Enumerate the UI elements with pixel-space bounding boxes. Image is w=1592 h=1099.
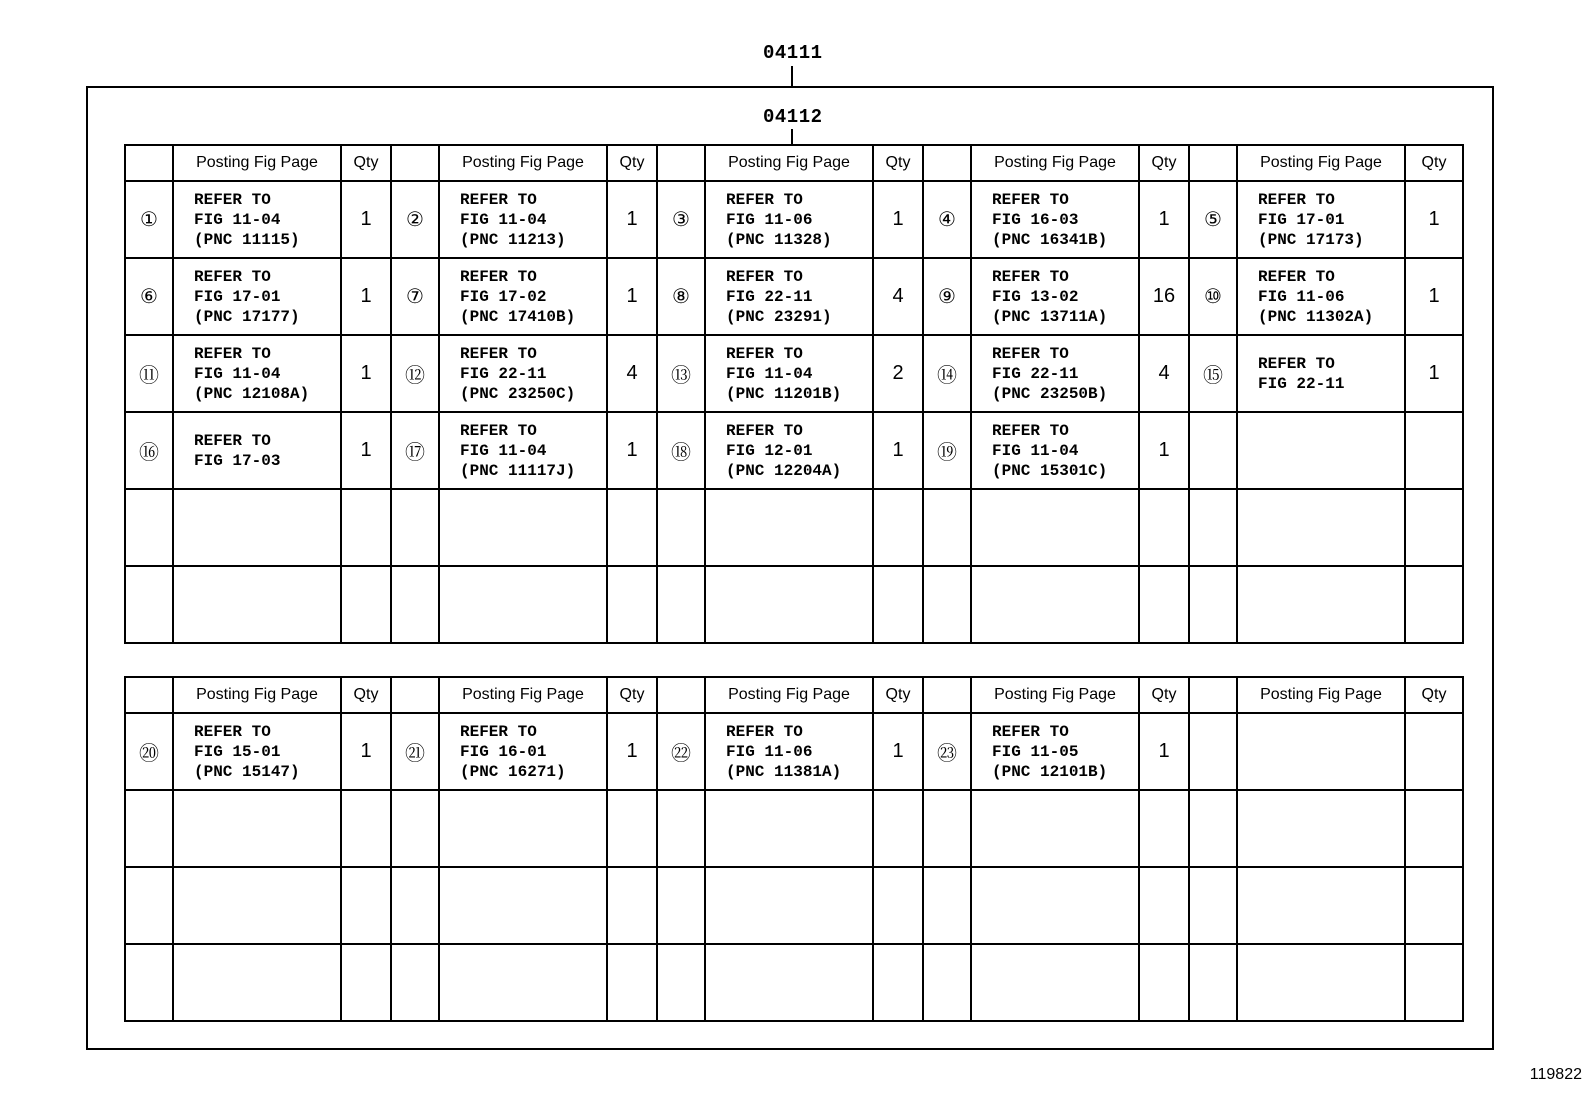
posting-fig-cell: REFER TO FIG 11-06 (PNC 11381A)	[705, 713, 873, 790]
item-number-cell	[923, 944, 971, 1021]
qty-cell: 16	[1139, 258, 1189, 335]
qty-cell	[341, 867, 391, 944]
posting-fig-cell	[1237, 944, 1405, 1021]
posting-fig-cell: REFER TO FIG 17-01 (PNC 17177)	[173, 258, 341, 335]
illustration-code: 119822	[1529, 1066, 1582, 1083]
posting-fig-cell: REFER TO FIG 11-05 (PNC 12101B)	[971, 713, 1139, 790]
header-posting-cell: Posting Fig Page	[705, 145, 873, 181]
qty-cell: 1	[607, 412, 657, 489]
qty-cell	[607, 867, 657, 944]
qty-cell: 1	[341, 258, 391, 335]
header-qty-cell: Qty	[873, 677, 923, 713]
posting-fig-cell: REFER TO FIG 11-04 (PNC 11115)	[173, 181, 341, 258]
posting-fig-cell	[705, 867, 873, 944]
posting-fig-cell: REFER TO FIG 13-02 (PNC 13711A)	[971, 258, 1139, 335]
item-number-cell: ⑭	[923, 335, 971, 412]
item-number-cell: ⑧	[657, 258, 705, 335]
qty-cell: 1	[607, 258, 657, 335]
item-number-cell	[657, 944, 705, 1021]
item-number-cell	[1189, 412, 1237, 489]
header-num-cell	[657, 145, 705, 181]
sub-assembly-label: 04112	[763, 106, 823, 128]
header-num-cell	[391, 677, 439, 713]
qty-cell	[873, 790, 923, 867]
table-row	[125, 944, 1463, 1021]
header-posting-cell: Posting Fig Page	[173, 677, 341, 713]
posting-fig-cell	[971, 566, 1139, 643]
posting-fig-cell	[173, 489, 341, 566]
item-number-cell	[1189, 944, 1237, 1021]
posting-fig-cell	[1237, 489, 1405, 566]
item-number-cell	[391, 489, 439, 566]
qty-cell: 4	[607, 335, 657, 412]
item-number-cell	[657, 790, 705, 867]
qty-cell	[341, 566, 391, 643]
qty-cell	[607, 944, 657, 1021]
item-number-cell	[125, 867, 173, 944]
header-num-cell	[125, 677, 173, 713]
posting-fig-cell: REFER TO FIG 11-04 (PNC 11213)	[439, 181, 607, 258]
item-number-cell	[391, 790, 439, 867]
table-row	[125, 867, 1463, 944]
item-number-cell	[125, 790, 173, 867]
item-number-cell	[1189, 489, 1237, 566]
posting-fig-cell	[1237, 566, 1405, 643]
posting-fig-cell	[439, 790, 607, 867]
header-posting-cell: Posting Fig Page	[705, 677, 873, 713]
qty-cell	[1405, 489, 1463, 566]
qty-cell: 1	[341, 713, 391, 790]
qty-cell: 1	[1139, 181, 1189, 258]
posting-fig-cell	[971, 790, 1139, 867]
posting-fig-cell	[439, 489, 607, 566]
qty-cell	[873, 867, 923, 944]
item-number-cell	[125, 566, 173, 643]
posting-fig-cell: REFER TO FIG 11-04 (PNC 11117J)	[439, 412, 607, 489]
table-row	[125, 713, 1463, 790]
qty-cell	[341, 944, 391, 1021]
posting-fig-cell: REFER TO FIG 11-06 (PNC 11328)	[705, 181, 873, 258]
header-posting-cell: Posting Fig Page	[971, 677, 1139, 713]
header-qty-cell: Qty	[1139, 677, 1189, 713]
header-posting-cell: Posting Fig Page	[1237, 145, 1405, 181]
posting-fig-cell: REFER TO FIG 16-03 (PNC 16341B)	[971, 181, 1139, 258]
item-number-cell	[391, 944, 439, 1021]
posting-fig-cell: REFER TO FIG 11-04 (PNC 11201B)	[705, 335, 873, 412]
posting-fig-cell	[705, 489, 873, 566]
posting-fig-cell: REFER TO FIG 11-06 (PNC 11302A)	[1237, 258, 1405, 335]
qty-cell: 4	[873, 258, 923, 335]
posting-fig-cell: REFER TO FIG 22-11 (PNC 23250C)	[439, 335, 607, 412]
assembly-label: 04111	[763, 42, 823, 64]
item-number-cell	[1189, 713, 1237, 790]
table-row	[125, 335, 1463, 412]
item-number-cell: ⑮	[1189, 335, 1237, 412]
posting-fig-cell	[1237, 790, 1405, 867]
posting-fig-cell	[1237, 412, 1405, 489]
qty-cell: 1	[1139, 412, 1189, 489]
qty-cell: 4	[1139, 335, 1189, 412]
qty-cell	[1139, 867, 1189, 944]
posting-fig-cell: REFER TO FIG 11-04 (PNC 15301C)	[971, 412, 1139, 489]
posting-fig-cell	[439, 867, 607, 944]
header-qty-cell: Qty	[341, 677, 391, 713]
item-number-cell	[657, 566, 705, 643]
table-row	[125, 412, 1463, 489]
item-number-cell: ①	[125, 181, 173, 258]
table-header-row	[125, 677, 1463, 713]
posting-fig-cell	[173, 867, 341, 944]
qty-cell: 1	[873, 412, 923, 489]
item-number-cell	[1189, 790, 1237, 867]
qty-cell: 1	[873, 181, 923, 258]
item-number-cell	[923, 790, 971, 867]
qty-cell	[1405, 713, 1463, 790]
qty-cell: 1	[341, 181, 391, 258]
qty-cell	[341, 790, 391, 867]
qty-cell	[1139, 566, 1189, 643]
posting-fig-cell: REFER TO FIG 17-01 (PNC 17173)	[1237, 181, 1405, 258]
qty-cell	[873, 566, 923, 643]
header-posting-cell: Posting Fig Page	[1237, 677, 1405, 713]
item-number-cell: ⑫	[391, 335, 439, 412]
item-number-cell: ⑦	[391, 258, 439, 335]
item-number-cell	[125, 489, 173, 566]
posting-fig-cell	[705, 566, 873, 643]
item-number-cell: ⑤	[1189, 181, 1237, 258]
qty-cell	[607, 790, 657, 867]
qty-cell	[1405, 566, 1463, 643]
qty-cell	[1405, 790, 1463, 867]
qty-cell: 1	[341, 335, 391, 412]
item-number-cell	[923, 867, 971, 944]
header-qty-cell: Qty	[607, 677, 657, 713]
table-row	[125, 566, 1463, 643]
sub-assembly-leader-line	[791, 129, 793, 145]
header-qty-cell: Qty	[1405, 145, 1463, 181]
header-num-cell	[1189, 677, 1237, 713]
posting-fig-cell	[971, 944, 1139, 1021]
posting-fig-cell	[173, 944, 341, 1021]
item-number-cell: ㉓	[923, 713, 971, 790]
qty-cell: 1	[873, 713, 923, 790]
qty-cell: 1	[1405, 335, 1463, 412]
parts-table-upper	[124, 144, 1464, 644]
item-number-cell	[391, 566, 439, 643]
qty-cell	[607, 489, 657, 566]
header-num-cell	[923, 677, 971, 713]
item-number-cell: ⑳	[125, 713, 173, 790]
item-number-cell	[657, 489, 705, 566]
posting-fig-cell	[173, 790, 341, 867]
assembly-leader-line	[791, 66, 793, 86]
posting-fig-cell: REFER TO FIG 22-11 (PNC 23291)	[705, 258, 873, 335]
qty-cell	[1139, 944, 1189, 1021]
item-number-cell: ㉒	[657, 713, 705, 790]
header-posting-cell: Posting Fig Page	[173, 145, 341, 181]
item-number-cell	[125, 944, 173, 1021]
posting-fig-cell: REFER TO FIG 16-01 (PNC 16271)	[439, 713, 607, 790]
posting-fig-cell	[173, 566, 341, 643]
header-qty-cell: Qty	[607, 145, 657, 181]
item-number-cell	[657, 867, 705, 944]
header-num-cell	[391, 145, 439, 181]
item-number-cell	[391, 867, 439, 944]
item-number-cell: ⑪	[125, 335, 173, 412]
posting-fig-cell	[439, 944, 607, 1021]
item-number-cell: ②	[391, 181, 439, 258]
posting-fig-cell: REFER TO FIG 12-01 (PNC 12204A)	[705, 412, 873, 489]
header-posting-cell: Posting Fig Page	[971, 145, 1139, 181]
item-number-cell	[923, 566, 971, 643]
header-qty-cell: Qty	[1139, 145, 1189, 181]
item-number-cell: ③	[657, 181, 705, 258]
posting-fig-cell: REFER TO FIG 11-04 (PNC 12108A)	[173, 335, 341, 412]
qty-cell	[1139, 489, 1189, 566]
table-row	[125, 790, 1463, 867]
header-num-cell	[657, 677, 705, 713]
posting-fig-cell	[439, 566, 607, 643]
item-number-cell: ㉑	[391, 713, 439, 790]
item-number-cell: ⑰	[391, 412, 439, 489]
item-number-cell: ⑱	[657, 412, 705, 489]
posting-fig-cell	[705, 944, 873, 1021]
posting-fig-cell	[971, 489, 1139, 566]
header-posting-cell: Posting Fig Page	[439, 145, 607, 181]
qty-cell	[1405, 412, 1463, 489]
qty-cell	[873, 489, 923, 566]
posting-fig-cell: REFER TO FIG 22-11 (PNC 23250B)	[971, 335, 1139, 412]
item-number-cell	[1189, 566, 1237, 643]
posting-fig-cell: REFER TO FIG 22-11	[1237, 335, 1405, 412]
header-num-cell	[125, 145, 173, 181]
qty-cell	[1405, 867, 1463, 944]
qty-cell: 1	[607, 181, 657, 258]
qty-cell: 2	[873, 335, 923, 412]
item-number-cell	[1189, 867, 1237, 944]
posting-fig-cell: REFER TO FIG 17-02 (PNC 17410B)	[439, 258, 607, 335]
item-number-cell: ⑨	[923, 258, 971, 335]
qty-cell	[607, 566, 657, 643]
table-row	[125, 258, 1463, 335]
item-number-cell	[923, 489, 971, 566]
qty-cell	[1405, 944, 1463, 1021]
item-number-cell: ⑥	[125, 258, 173, 335]
qty-cell: 1	[341, 412, 391, 489]
posting-fig-cell	[1237, 867, 1405, 944]
header-num-cell	[923, 145, 971, 181]
posting-fig-cell: REFER TO FIG 17-03	[173, 412, 341, 489]
header-qty-cell: Qty	[873, 145, 923, 181]
posting-fig-cell	[705, 790, 873, 867]
table-row	[125, 489, 1463, 566]
qty-cell: 1	[1405, 181, 1463, 258]
header-qty-cell: Qty	[1405, 677, 1463, 713]
item-number-cell: ⑬	[657, 335, 705, 412]
header-qty-cell: Qty	[341, 145, 391, 181]
header-posting-cell: Posting Fig Page	[439, 677, 607, 713]
item-number-cell: ⑩	[1189, 258, 1237, 335]
posting-fig-cell	[971, 867, 1139, 944]
item-number-cell: ⑯	[125, 412, 173, 489]
qty-cell	[873, 944, 923, 1021]
parts-table-lower	[124, 676, 1464, 1022]
qty-cell	[341, 489, 391, 566]
header-num-cell	[1189, 145, 1237, 181]
item-number-cell: ⑲	[923, 412, 971, 489]
qty-cell: 1	[1405, 258, 1463, 335]
item-number-cell: ④	[923, 181, 971, 258]
posting-fig-cell	[1237, 713, 1405, 790]
posting-fig-cell: REFER TO FIG 15-01 (PNC 15147)	[173, 713, 341, 790]
qty-cell: 1	[1139, 713, 1189, 790]
qty-cell: 1	[607, 713, 657, 790]
table-row	[125, 181, 1463, 258]
table-header-row	[125, 145, 1463, 181]
qty-cell	[1139, 790, 1189, 867]
